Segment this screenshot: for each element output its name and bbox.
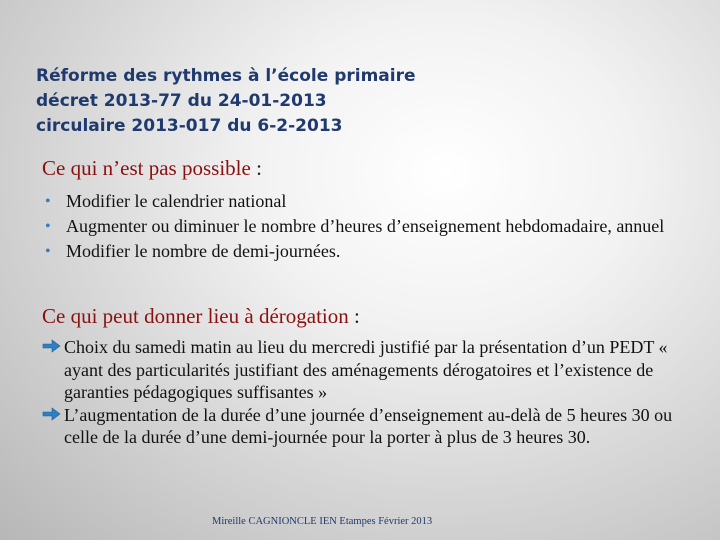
heading-colon: : (250, 156, 262, 180)
list-item (42, 336, 687, 404)
section-heading-text: Ce qui peut donner lieu à dérogation (42, 304, 349, 328)
derogation-list (42, 336, 687, 449)
list-item (42, 404, 687, 449)
title-line-3: circulaire 2013-017 du 6-2-2013 (36, 116, 343, 136)
title-line-1: Réforme des rythmes à l’école primaire (36, 66, 416, 86)
list-item (42, 240, 682, 262)
list-item (42, 190, 682, 212)
list-item (42, 215, 682, 237)
list-item-text: L’augmentation de la durée d’une journée d’enseignement au-delà de 5 heures 30 ou celle de la durée d’une demi-journée pour la porter à plus de 3 heures 30. (64, 404, 673, 447)
arrow-right-icon (42, 338, 62, 354)
bullet-dot-icon: • (45, 218, 51, 235)
list-item-text: Choix du samedi matin au lieu du mercredi justifié par la présentation d’un PEDT « ayant des particularités justifiant des aménagements dérogatoires et l’existence de garanties pédagogiques suffisantes » (64, 337, 668, 402)
heading-colon: : (348, 304, 360, 328)
list-item-text: Augmenter ou diminuer le nombre d’heures d’enseignement hebdomadaire, annuel (66, 216, 665, 236)
slide-title (36, 64, 676, 139)
bullet-dot-icon: • (45, 243, 51, 260)
section-heading-derogation (42, 304, 360, 329)
footer-credit: Mireille CAGNIONCLE IEN Etampes Février 2013 (212, 516, 433, 527)
section-heading-text: Ce qui n’est pas possible (42, 156, 251, 180)
list-item-text: Modifier le nombre de demi-journées. (66, 241, 341, 261)
arrow-right-icon (42, 406, 62, 422)
bullet-dot-icon: • (45, 193, 51, 210)
section-heading-not-possible (42, 156, 262, 181)
not-possible-list (42, 190, 682, 265)
list-item-text: Modifier le calendrier national (66, 191, 287, 211)
title-line-2: décret 2013-77 du 24-01-2013 (36, 91, 327, 111)
